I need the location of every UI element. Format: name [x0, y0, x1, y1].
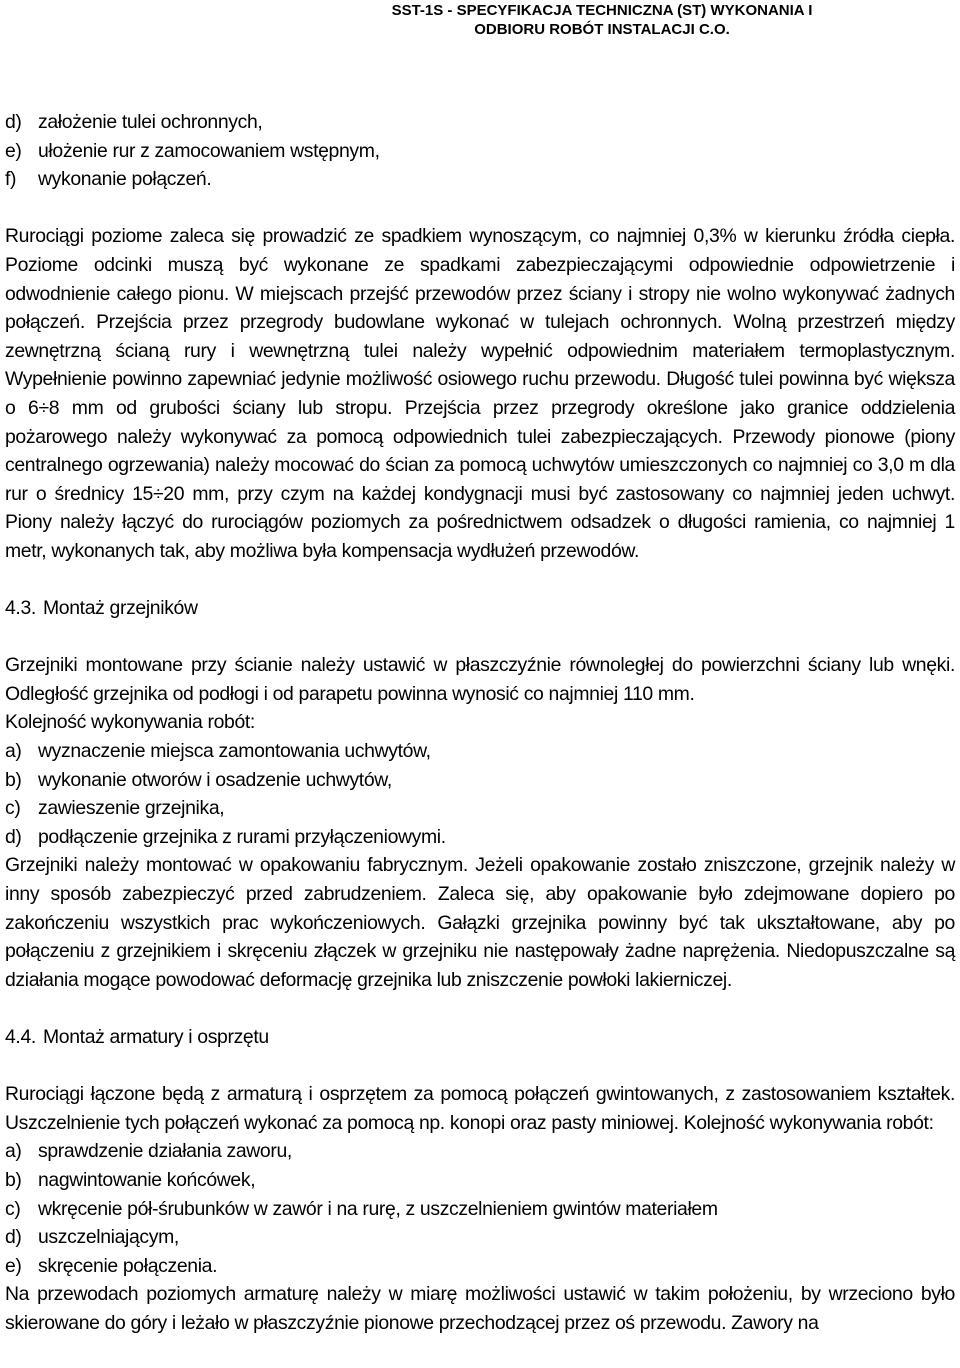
document-body — [5, 108, 955, 1338]
paragraph-pipes: Rurociągi poziome zaleca się prowadzić ze spadkiem wynoszącym, co najmniej 0,3% w kierunku źródła ciepła. Poziome odcinki muszą być wykonane ze spadkami zabezpieczającymi odpowiednie odpowietrzenie i odwodnienie całego pionu. W miejscach przejść przewodów przez ściany i stropy nie wolno wykonywać żadnych połączeń. Przejścia przez przegrody budowlane wykonać w tulejach ochronnych. Wolną przestrzeń między zewnętrzną ścianą rury i wewnętrzną tulei należy wypełnić odpowiednim materiałem termoplastycznym. Wypełnienie powinno zapewniać jedynie możliwość osiowego ruchu przewodu. Długość tulei powinna być większa o 6÷8 mm od grubości ściany lub stropu. Przejścia przez przegrody określone jako granice oddzielenia pożarowego należy wykonywać za pomocą odpowiednich tulei zabezpieczających. Przewody pionowe (piony centralnego ogrzewania) należy mocować do ścian za pomocą uchwytów umieszczonych co najmniej co 3,0 m dla rur o średnicy 15÷20 mm, przy czym na każdej kondygnacji musi być zastosowany co najmniej jeden uchwyt. Piony należy łączyć do rurociągów poziomych za pośrednictwem odsadzek o długości ramienia, co najmniej 1 metr, wykonanych tak, aby możliwa była kompensacja wydłużeń przewodów. — [5, 225, 955, 562]
list-item: e) ułożenie rur z zamocowaniem wstępnym, — [5, 139, 380, 162]
list-fittings — [5, 1137, 955, 1280]
paragraph-fittings: Rurociągi łączone będą z armaturą i osprzętem za pomocą połączeń gwintowanych, z zastosowaniem kształtek. Uszczelnienie tych połączeń wykonać za pomocą np. konopi oraz pasty miniowej. Kolejność wykonywania robót: — [5, 1083, 955, 1134]
list-item: a) sprawdzenie działania zaworu, — [5, 1140, 292, 1163]
list-item: f) wykonanie połączeń. — [5, 168, 212, 191]
order-label: Kolejność wykonywania robót: — [5, 711, 255, 734]
list-item: b) wykonanie otworów i osadzenie uchwytów, — [5, 768, 392, 791]
list-item: d) założenie tulei ochronnych, — [5, 111, 263, 133]
list-item: a) wyznaczenie miejsca zamontowania uchwytów, — [5, 740, 431, 763]
list-top — [5, 108, 955, 194]
list-item: d) uszczelniającym, — [5, 1226, 179, 1249]
paragraph-radiators: Grzejniki montowane przy ścianie należy ustawić w płaszczyźnie równoległej do powierzchni ściany lub wnęki. Odległość grzejnika od podłogi i od parapetu powinna wynosić co najmniej 110 mm. — [5, 654, 955, 705]
paragraph-packaging: Grzejniki należy montować w opakowaniu fabrycznym. Jeżeli opakowanie zostało zniszczone, grzejnik należy w inny sposób zabezpieczyć przed zabrudzeniem. Zaleca się, aby opakowanie było zdejmowane dopiero po zakończeniu wszystkich prac wykończeniowych. Gałązki grzejnika powinny być tak ukształtowane, aby po połączeniu z grzejnikiem i skręceniu złączek w grzejniku nie następowały żadne naprężenia. Niedopuszczalne są działania mogące powodować deformację grzejnika lub zniszczenie powłoki lakierniczej. — [5, 854, 955, 991]
list-item: d) podłączenie grzejnika z rurami przyłączeniowymi. — [5, 825, 446, 848]
header-line-1: SST-1S - SPECYFIKACJA TECHNICZNA (ST) WYKONANIA I — [391, 2, 813, 19]
list-radiators — [5, 737, 955, 851]
list-item: e) skręcenie połączenia. — [5, 1254, 218, 1277]
header-line-2: ODBIORU ROBÓT INSTALACJI C.O. — [474, 21, 730, 38]
section-heading-4-4: 4.4. Montaż armatury i osprzętu — [5, 1026, 269, 1048]
section-heading-4-3: 4.3. Montaż grzejników — [5, 597, 198, 620]
document-header — [250, 0, 954, 39]
list-item: b) nagwintowanie końcówek, — [5, 1168, 256, 1191]
list-item: c) zawieszenie grzejnika, — [5, 797, 225, 820]
list-item: c) wkręcenie pół-śrubunków w zawór i na rurę, z uszczelnieniem gwintów materiałem — [5, 1197, 718, 1220]
paragraph-valves: Na przewodach poziomych armaturę należy w miarę możliwości ustawić w takim położeniu, by wrzeciono było skierowane do góry i leżało w płaszczyźnie pionowe przechodzącej przez oś przewodu. Zawory na — [5, 1283, 955, 1334]
